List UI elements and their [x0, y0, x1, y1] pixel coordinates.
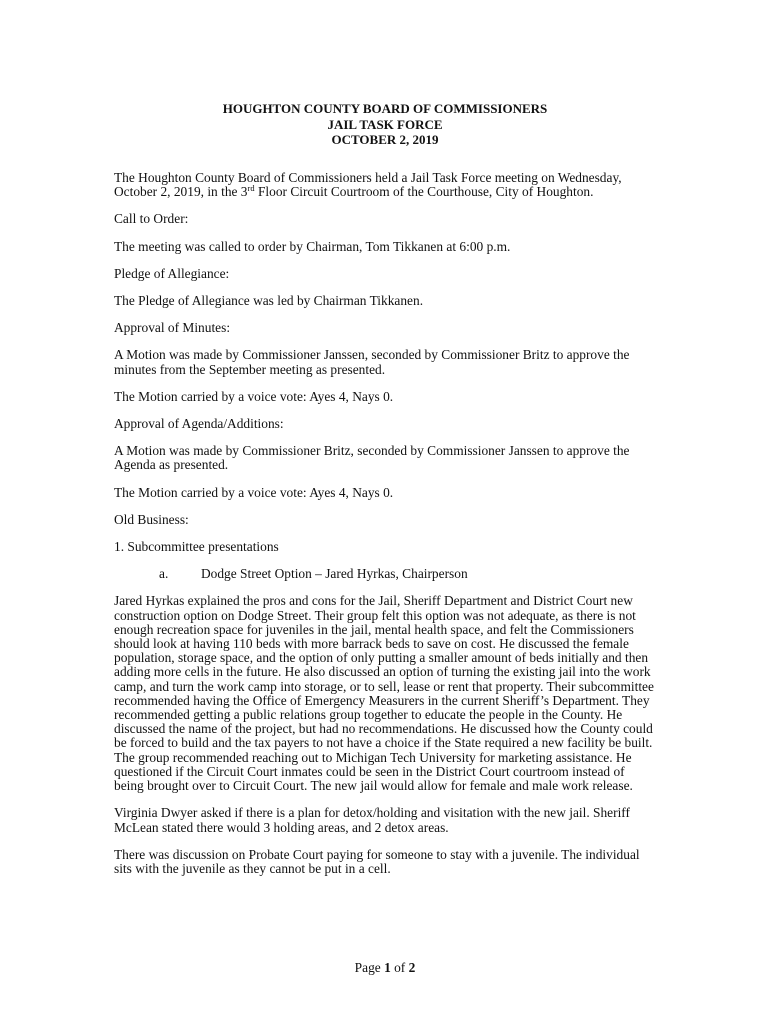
header-task-force: JAIL TASK FORCE: [327, 116, 443, 132]
footer-page-number: 1: [384, 960, 391, 975]
minutes-motion: A Motion was made by Commissioner Janssen, seconded by Commissioner Britz to approve the minutes from the September meeting as presented.: [114, 347, 630, 377]
document-header: [0, 101, 770, 148]
header-board-title: HOUGHTON COUNTY BOARD OF COMMISSIONERS: [222, 101, 548, 116]
old-business-heading: Old Business:: [114, 511, 189, 527]
agenda-motion: A Motion was made by Commissioner Britz, seconded by Commissioner Janssen to approve the Agenda as presented.: [114, 443, 630, 473]
document-body: [114, 171, 656, 889]
page-footer: [0, 960, 770, 976]
call-to-order-text: The meeting was called to order by Chairman, Tom Tikkanen at 6:00 p.m.: [114, 238, 511, 254]
header-date: OCTOBER 2, 2019: [331, 132, 439, 147]
hyrkas-paragraph: Jared Hyrkas explained the pros and cons for the Jail, Sheriff Department and District Court new construction option on Dodge Street. Their group felt this option was not adequate, as there is not enough recreation space for juveniles in the jail, mental health space, and felt the Commissioners should look at having 110 beds with more barrack beds to save on cost. He discussed the female population, storage space, and the option of only putting a smaller amount of beds initially and then adding more cells in the future. He also discussed an option of turning the existing jail into the work camp, and turn the work camp into storage, or to sell, lease or rent that property. Their subcommittee recommended having the Office of Emergency Measurers in the current Sheriff’s Department. They recommended getting a public relations group together to educate the people in the County. He discussed the name of the project, but had no recommendations. He discussed how the County could be forced to build and the tax payers to not have a choice if the State required a new facility be built. The group recommended reaching out to Michigan Tech University for marketing assistance. He questioned if the Circuit Court inmates could be seen in the District Court courtroom instead of being brought over to Circuit Court. The new jail would allow for female and male work release.: [114, 593, 654, 794]
intro-text-start: The Houghton County Board of Commissioners held a Jail Task Force meeting on Wednesday, October 2, 2019, in the 3: [114, 170, 622, 200]
agenda-vote: The Motion carried by a voice vote: Ayes 4, Nays 0.: [114, 484, 394, 500]
list-item-subcommittee-presentations: 1. Subcommittee presentations: [114, 539, 279, 555]
minutes-heading: Approval of Minutes:: [114, 320, 231, 336]
probate-paragraph: There was discussion on Probate Court paying for someone to stay with a juvenile. The individual sits with the juvenile as they cannot be put in a cell.: [114, 846, 640, 876]
pledge-heading: Pledge of Allegiance:: [114, 265, 230, 281]
subitem-letter: a.: [159, 566, 169, 582]
agenda-heading: Approval of Agenda/Additions:: [114, 416, 284, 432]
intro-text-end: Floor Circuit Courtroom of the Courthouse, City of Houghton.: [254, 184, 594, 200]
subitem-title: Dodge Street Option – Jared Hyrkas, Chairperson: [201, 566, 468, 582]
footer-page-total: 2: [408, 960, 416, 975]
intro-ordinal-suffix: rd: [247, 183, 255, 194]
pledge-text: The Pledge of Allegiance was led by Chairman Tikkanen.: [114, 293, 424, 309]
dwyer-paragraph: Virginia Dwyer asked if there is a plan for detox/holding and visitation with the new jail. Sheriff McLean stated there would 3 holding areas, and 2 detox areas.: [114, 805, 630, 835]
call-to-order-heading: Call to Order:: [114, 211, 189, 227]
minutes-vote: The Motion carried by a voice vote: Ayes 4, Nays 0.: [114, 388, 394, 404]
subitem-dodge-street: [114, 567, 656, 581]
footer-of-word: of: [390, 960, 409, 975]
intro-paragraph: [114, 171, 656, 199]
footer-page-word: Page: [354, 960, 385, 975]
